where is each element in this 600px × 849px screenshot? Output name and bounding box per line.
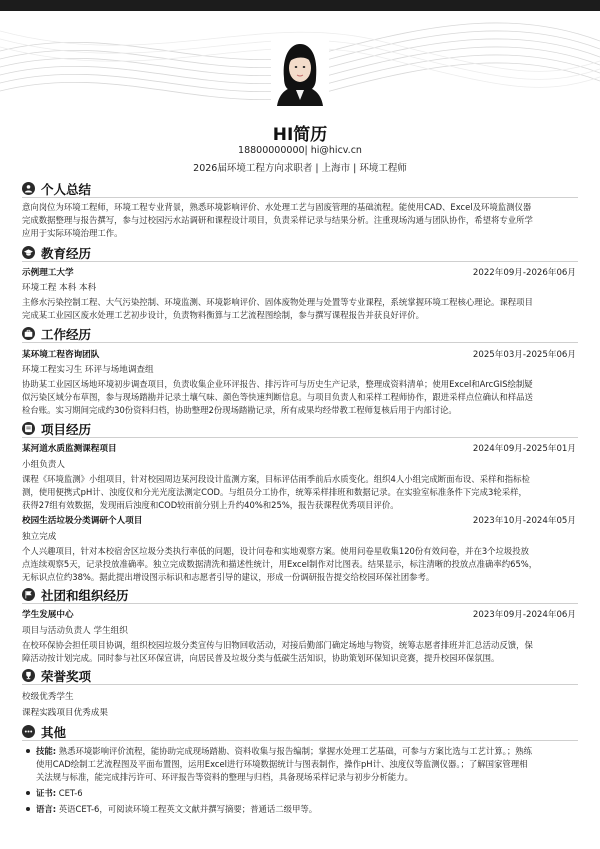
project-date: 2024年09月-2025年01月 (472, 444, 576, 454)
section-divider (22, 437, 578, 438)
project-date: 2023年10月-2024年05月 (472, 516, 576, 526)
section-divider (22, 342, 578, 343)
bullet-icon (26, 749, 30, 753)
project-role: 小组负责人 (22, 460, 65, 470)
project-line: 点连续观察5天，记录投放准确率。独立完成数据清洗和描述性统计，用Excel制作对比图表。结果显示，标注清晰的投放点准确率约65%， (22, 559, 538, 569)
skills-text: 使用CAD绘制工艺流程图及平面布置图，运用Excel进行环境数据统计与图表制作，操作pH计、浊度仪等监测仪器。；了解国家管理相 (36, 759, 528, 769)
skills-item (22, 745, 578, 758)
bullet-icon (26, 791, 30, 795)
briefcase-icon (22, 327, 35, 340)
work-line: 似污染区域分布草图，参与现场踏勘并记录土壤气味、颜色等快速判断信息。与项目负责人和采样工程师协作，跟进采样点位确认和样品送 (22, 392, 533, 402)
project-name: 某河道水质监测课程项目 (22, 444, 117, 454)
summary-line: 意向岗位为环境工程师，环境工程专业背景，熟悉环境影响评价、水处理工艺与固废管理的基础流程。能使用CAD、Excel及环境监测仪器 (22, 202, 532, 212)
skills-text: 熟悉环境影响评价流程，能协助完成现场踏勘、资料收集与报告编制；掌握水处理工艺基础，可参与方案比选与工艺计算。；熟练 (58, 746, 532, 756)
award-item: 校级优秀学生 (22, 692, 74, 702)
project-name: 校园生活垃圾分类调研个人项目 (22, 516, 143, 526)
section-divider (22, 684, 578, 685)
summary-line: 应用于实际环境治理工作。 (22, 228, 123, 238)
project-icon (22, 422, 35, 435)
education-line: 完成某工业园区废水处理工艺初步设计，负责物料衡算与工艺流程图绘制，参与撰写课程报告并获良好评价。 (22, 310, 424, 320)
section-summary-header (22, 181, 578, 197)
resume-name: HI简历 (272, 125, 328, 145)
section-divider (22, 261, 578, 262)
skills-label: 技能: (36, 746, 57, 756)
skills-item-cont (22, 758, 578, 771)
project-line: 课程《环境监测》小组项目，针对校园周边某河段设计监测方案，目标评估雨季前后水质变化。组织4人小组完成断面布设、采样和指标检 (22, 474, 530, 484)
contact-info: 18800000000| hi@hicv.cn (238, 145, 362, 156)
work-line: 检台账。实习期间完成约30份资料归档，协助整理2份现场踏勘记录，所有成果均经带教工程师复核后用于内部讨论。 (22, 405, 457, 415)
skills-text: 关法规与标准，能完成排污许可、环评报告等资料的整理与归档，具备现场采样记录与初步分析能力。 (36, 772, 413, 782)
activity-role: 项目与活动负责人 学生组织 (22, 626, 128, 636)
work-role: 环境工程实习生 环评与场地调查组 (22, 365, 154, 375)
section-title: 荣誉奖项 (41, 669, 92, 684)
section-title: 其他 (41, 725, 67, 740)
section-other-header (22, 724, 578, 740)
profile-photo (271, 38, 329, 106)
company-name: 某环境工程咨询团队 (22, 350, 100, 360)
work-date: 2025年03月-2025年06月 (472, 350, 576, 360)
section-title: 项目经历 (41, 422, 92, 437)
section-projects-header (22, 421, 578, 437)
education-date: 2022年09月-2026年06月 (472, 268, 576, 278)
section-divider (22, 197, 578, 198)
job-intent: 2026届环境工程方向求职者 | 上海市 | 环境工程师 (193, 163, 407, 174)
organization-name: 学生发展中心 (22, 610, 74, 620)
school-name: 示例理工大学 (22, 268, 74, 278)
activity-line: 在校环保协会担任项目协调，组织校园垃圾分类宣传与旧物回收活动，对接后勤部门确定场地与物资，统筹志愿者排班并汇总活动反馈，保 (22, 640, 533, 650)
work-line: 协助某工业园区场地环境初步调查项目，负责收集企业环评报告、排污许可与历史生产记录，整理成资料清单；使用Excel和ArcGIS绘制疑 (22, 379, 533, 389)
section-title: 社团和组织经历 (41, 588, 129, 603)
education-line: 主修水污染控制工程、大气污染控制、环境监测、环境影响评价、固体废物处理与处置等专业课程，系统掌握环境工程核心理论。课程项目 (22, 297, 533, 307)
top-bar (0, 0, 600, 11)
project-role: 独立完成 (22, 532, 57, 542)
skills-item-cont (22, 771, 578, 784)
language-label: 语言: (36, 804, 57, 814)
activity-line: 障活动按计划完成。同时参与社区环保宣讲，向居民普及垃圾分类与低碳生活知识，协助策划环保知识竞赛，提升校园环保氛围。 (22, 653, 500, 663)
section-divider (22, 740, 578, 741)
section-title: 教育经历 (41, 246, 92, 261)
section-work-header (22, 326, 578, 342)
section-title: 工作经历 (41, 327, 92, 342)
cert-text: CET-6 (58, 788, 83, 798)
project-line: 获得27组有效数据，发现雨后浊度和COD较雨前分别上升约40%和25%，报告获课程优秀项目评价。 (22, 500, 399, 510)
project-line: 无标识点位约38%。据此提出增设图示标识和志愿者引导的建议，形成一份调研报告提交给校园环保社团参考。 (22, 572, 435, 582)
education-major: 环境工程 本科 本科 (22, 283, 97, 293)
language-text: 英语CET-6，可阅读环境工程英文文献并撰写摘要；普通话二级甲等。 (58, 804, 318, 814)
summary-line: 完成数据整理与报告撰写，参与过校园污水站调研和课程设计项目，负责采样记录与结果分析。注重现场沟通与团队协作，希望将专业所学 (22, 215, 533, 225)
cert-label: 证书: (36, 788, 57, 798)
activity-date: 2023年09月-2024年06月 (472, 610, 576, 620)
section-activities-header (22, 587, 578, 603)
flag-icon (22, 588, 35, 601)
trophy-icon (22, 669, 35, 682)
cert-item (22, 787, 578, 800)
summary-section-icon (22, 182, 35, 195)
section-awards-header (22, 668, 578, 684)
language-item (22, 803, 578, 816)
project-line: 测，使用便携式pH计、浊度仪和分光光度法测定COD。与组员分工协作，统筹采样排班和数据记录。在实验室标准条件下完成3轮采样， (22, 487, 527, 497)
section-divider (22, 603, 578, 604)
award-item: 课程实践项目优秀成果 (22, 708, 108, 718)
more-icon (22, 725, 35, 738)
project-line: 个人兴趣项目，针对本校宿舍区垃圾分类执行率低的问题，设计问卷和实地观察方案。使用问卷星收集120份有效问卷，并在3个垃圾投放 (22, 546, 530, 556)
graduation-cap-icon (22, 246, 35, 259)
section-education-header (22, 245, 578, 261)
bullet-icon (26, 807, 30, 811)
section-title: 个人总结 (41, 182, 92, 197)
